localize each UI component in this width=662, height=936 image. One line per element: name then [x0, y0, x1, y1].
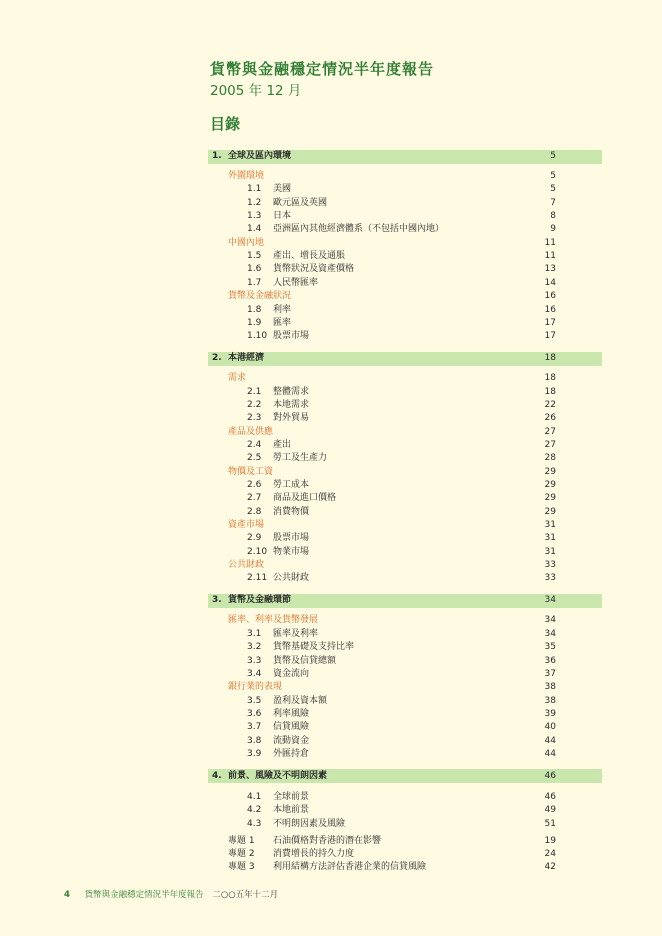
toc-page-number: 26	[544, 413, 556, 424]
toc-number: 2.9	[247, 533, 262, 544]
toc-number: 3.5	[247, 695, 262, 706]
toc-page-number: 29	[544, 480, 556, 490]
toc-heading: 目錄	[210, 115, 241, 133]
toc-number: 1.3	[247, 211, 262, 222]
toc-entry-title: 貨幣及金融狀況	[228, 291, 292, 302]
toc-page-number: 24	[544, 849, 556, 859]
toc-entry-title: 匯率及利率	[273, 628, 319, 639]
toc-page-number: 34	[544, 628, 556, 639]
toc-entry-title: 整體需求	[273, 386, 310, 397]
toc-entry-title: 流動資金	[273, 735, 310, 746]
toc-subsection-row[interactable]	[0, 572, 662, 585]
toc-page-number: 31	[544, 546, 556, 557]
toc-subsection-row[interactable]	[0, 721, 662, 734]
toc-subsection-row[interactable]	[0, 439, 662, 452]
toc-box-row[interactable]	[0, 848, 662, 861]
page-footer	[64, 888, 278, 900]
toc-entry-title: 利用結構方法評估香港企業的信貸風險	[273, 862, 427, 873]
toc-page-number: 5	[550, 151, 556, 161]
toc-page-number: 49	[544, 805, 556, 816]
toc-subsection-row[interactable]	[0, 532, 662, 545]
toc-number: 3.	[212, 595, 222, 606]
toc-page-number: 8	[550, 211, 556, 222]
toc-page-number: 39	[544, 708, 556, 719]
toc-page-number: 18	[544, 373, 556, 384]
toc-subsection-row[interactable]	[0, 263, 662, 276]
toc-page-number: 5	[550, 171, 556, 181]
toc-page-number: 13	[544, 264, 556, 275]
toc-chapter-row[interactable]	[0, 352, 662, 365]
toc-number: 1.6	[247, 264, 262, 275]
toc-subsection-row[interactable]	[0, 479, 662, 492]
toc-number: 1.9	[247, 317, 262, 328]
toc-entry-title: 全球前景	[273, 791, 310, 802]
toc-entry-title: 利率	[273, 304, 292, 315]
toc-entry-title: 產出	[273, 439, 292, 450]
toc-page-number: 33	[544, 573, 556, 584]
toc-box-label: 專題 2	[228, 849, 255, 859]
toc-section-row[interactable]	[0, 614, 662, 627]
toc-number: 2.3	[247, 413, 262, 424]
toc-entry-title: 公共財政	[273, 573, 310, 584]
toc-number: 4.3	[247, 818, 262, 829]
toc-page-number: 29	[544, 493, 556, 504]
toc-number: 2.7	[247, 493, 262, 504]
toc-entry-title: 勞工成本	[273, 480, 310, 490]
toc-entry-title: 對外貿易	[273, 413, 310, 424]
report-title: 貨幣與金融穩定情況半年度報告	[210, 60, 435, 78]
toc-subsection-row[interactable]	[0, 304, 662, 317]
toc-entry-title: 石油價格對香港的潛在影響	[273, 835, 382, 846]
toc-entry-title: 資產市場	[228, 520, 265, 531]
toc-page-number: 14	[544, 277, 556, 288]
toc-entry-title: 日本	[273, 211, 292, 222]
toc-number: 2.10	[247, 546, 268, 557]
toc-number: 3.6	[247, 708, 262, 719]
toc-chapter-row[interactable]	[0, 594, 662, 607]
toc-number: 1.4	[247, 224, 262, 235]
toc-entry-title: 需求	[228, 373, 247, 384]
toc-entry-title: 產出、增長及通脹	[273, 251, 346, 262]
toc-page-number: 31	[544, 533, 556, 544]
toc-entry-title: 人民幣匯率	[273, 277, 319, 288]
toc-number: 1.7	[247, 277, 262, 288]
toc-page-number: 9	[550, 224, 556, 235]
footer-date: 二○○五年十二月	[212, 890, 279, 900]
toc-page-number: 31	[544, 520, 556, 531]
toc-entry-title: 貨幣基礎及支持比率	[273, 642, 355, 653]
toc-page-number: 42	[544, 862, 556, 873]
toc-page-number: 11	[544, 237, 556, 248]
toc-subsection-row[interactable]	[0, 506, 662, 519]
toc-box-row[interactable]	[0, 861, 662, 874]
toc-number: 2.4	[247, 439, 262, 450]
toc-number: 3.7	[247, 722, 262, 733]
footer-page-number: 4	[64, 890, 70, 900]
toc-page-number: 5	[550, 184, 556, 195]
toc-entry-title: 本港經濟	[228, 353, 265, 364]
toc-section-row[interactable]	[0, 237, 662, 250]
toc-number: 2.11	[247, 573, 268, 584]
toc-number: 2.	[212, 353, 222, 364]
toc-number: 1.2	[247, 197, 262, 208]
toc-page-number: 27	[544, 426, 556, 437]
toc-subsection-row[interactable]	[0, 210, 662, 223]
toc-subsection-row[interactable]	[0, 317, 662, 330]
toc-page-number: 37	[544, 668, 556, 679]
toc-section-row[interactable]	[0, 290, 662, 303]
toc-entry-title: 亞洲區內其他經濟體系（不包括中國內地）	[273, 224, 445, 235]
toc-page-number: 34	[544, 595, 556, 606]
toc-subsection-row[interactable]	[0, 197, 662, 210]
toc-entry-title: 股票市場	[273, 331, 310, 342]
toc-entry-title: 外圍環境	[228, 171, 265, 181]
toc-number: 3.2	[247, 642, 262, 653]
toc-number: 3.1	[247, 628, 262, 639]
toc-entry-title: 本地前景	[273, 805, 310, 816]
toc-entry-title: 信貸風險	[273, 722, 310, 733]
toc-entry-title: 公共財政	[228, 560, 265, 571]
toc-subsection-row[interactable]	[0, 708, 662, 721]
toc-entry-title: 外匯持倉	[273, 748, 310, 759]
toc-page-number: 51	[544, 818, 556, 829]
toc-entry-title: 產品及供應	[228, 426, 274, 437]
toc-section-row[interactable]	[0, 519, 662, 532]
toc-page-number: 28	[544, 453, 556, 464]
toc-entry-title: 勞工及生產力	[273, 453, 328, 464]
toc-number: 3.4	[247, 668, 262, 679]
toc-subsection-row[interactable]	[0, 804, 662, 817]
toc-number: 2.1	[247, 386, 262, 397]
toc-page-number: 29	[544, 506, 556, 517]
toc-entry-title: 前景、風險及不明朗因素	[228, 770, 328, 781]
toc-number: 4.2	[247, 805, 262, 816]
toc-box-row[interactable]	[0, 835, 662, 848]
toc-subsection-row[interactable]	[0, 250, 662, 263]
toc-box-label: 專題 1	[228, 835, 255, 846]
toc-subsection-row[interactable]	[0, 655, 662, 668]
toc-page-number: 11	[544, 251, 556, 262]
toc-page-number: 40	[544, 722, 556, 733]
toc-entry-title: 中國內地	[228, 237, 265, 248]
toc-entry-title: 全球及區內環境	[228, 151, 292, 161]
toc-page-number: 38	[544, 682, 556, 693]
toc-page-number: 18	[544, 353, 556, 364]
toc-subsection-row[interactable]	[0, 412, 662, 425]
footer-title: 貨幣與金融穩定情況半年度報告	[84, 890, 204, 900]
toc-page-number: 7	[550, 197, 556, 208]
toc-page-number: 46	[544, 791, 556, 802]
toc-page-number: 34	[544, 615, 556, 626]
toc-entry-title: 資金流向	[273, 668, 310, 679]
toc-entry-title: 物業市場	[273, 546, 310, 557]
toc-section-row[interactable]	[0, 426, 662, 439]
toc-entry-title: 貨幣及金融環節	[228, 595, 292, 606]
toc-subsection-row[interactable]	[0, 452, 662, 465]
toc-page-number: 33	[544, 560, 556, 571]
toc-page-number: 29	[544, 466, 556, 477]
toc-number: 2.2	[247, 399, 262, 410]
toc-number: 2.6	[247, 480, 262, 490]
toc-entry-title: 匯率、利率及貨幣發展	[228, 615, 319, 626]
toc-number: 3.8	[247, 735, 262, 746]
toc-section-row[interactable]	[0, 170, 662, 183]
toc-page-number: 27	[544, 439, 556, 450]
toc-page-number: 36	[544, 655, 556, 666]
toc-subsection-row[interactable]	[0, 330, 662, 343]
toc-section-row[interactable]	[0, 681, 662, 694]
toc-entry-title: 物價及工資	[228, 466, 274, 477]
toc-chapter-row[interactable]	[0, 150, 662, 163]
toc-entry-title: 股票市場	[273, 533, 310, 544]
toc-box-label: 專題 3	[228, 862, 255, 873]
toc-entry-title: 匯率	[273, 317, 292, 328]
toc-subsection-row[interactable]	[0, 748, 662, 761]
toc-section-row[interactable]	[0, 559, 662, 572]
toc-entry-title: 銀行業的表現	[228, 682, 283, 693]
toc-subsection-row[interactable]	[0, 791, 662, 804]
toc-subsection-row[interactable]	[0, 668, 662, 681]
toc-number: 4.1	[247, 791, 262, 802]
toc-subsection-row[interactable]	[0, 695, 662, 708]
toc-number: 1.5	[247, 251, 262, 262]
toc-entry-title: 消費增長的持久力度	[273, 849, 355, 859]
toc-page-number: 38	[544, 695, 556, 706]
toc-page-number: 22	[544, 399, 556, 410]
toc-page-number: 18	[544, 386, 556, 397]
toc-subsection-row[interactable]	[0, 735, 662, 748]
toc-chapter-row[interactable]	[0, 770, 662, 783]
toc-subsection-row[interactable]	[0, 628, 662, 641]
toc-page-number: 17	[544, 331, 556, 342]
toc-entry-title: 盈利及資本額	[273, 695, 328, 706]
toc-section-row[interactable]	[0, 372, 662, 385]
toc-entry-title: 貨幣及信貸總額	[273, 655, 337, 666]
toc-number: 3.3	[247, 655, 262, 666]
toc-subsection-row[interactable]	[0, 546, 662, 559]
toc-entry-title: 商品及進口價格	[273, 493, 337, 504]
toc-page-number: 16	[544, 304, 556, 315]
toc-number: 2.5	[247, 453, 262, 464]
toc-entry-title: 美國	[273, 184, 292, 195]
toc-number: 1.10	[247, 331, 268, 342]
toc-entry-title: 不明朗因素及風險	[273, 818, 346, 829]
toc-page-number: 44	[544, 735, 556, 746]
toc-subsection-row[interactable]	[0, 183, 662, 196]
toc-subsection-row[interactable]	[0, 223, 662, 236]
toc-entry-title: 歐元區及英國	[273, 197, 328, 208]
toc-subsection-row[interactable]	[0, 818, 662, 831]
toc-page-number: 16	[544, 291, 556, 302]
toc-page-number: 35	[544, 642, 556, 653]
toc-subsection-row[interactable]	[0, 386, 662, 399]
toc-number: 4.	[212, 770, 222, 781]
toc-number: 1.1	[247, 184, 262, 195]
toc-number: 2.8	[247, 506, 262, 517]
toc-entry-title: 利率風險	[273, 708, 310, 719]
toc-subsection-row[interactable]	[0, 277, 662, 290]
toc-number: 3.9	[247, 748, 262, 759]
toc-number: 1.	[212, 151, 222, 161]
toc-section-row[interactable]	[0, 466, 662, 479]
toc-page-number: 46	[544, 770, 556, 781]
toc-entry-title: 本地需求	[273, 399, 310, 410]
report-date: 2005 年 12 月	[210, 83, 302, 99]
toc-page-number: 44	[544, 748, 556, 759]
toc-subsection-row[interactable]	[0, 641, 662, 654]
toc-page-number: 19	[544, 835, 556, 846]
toc-number: 1.8	[247, 304, 262, 315]
toc-subsection-row[interactable]	[0, 492, 662, 505]
toc-entry-title: 貨幣狀況及資產價格	[273, 264, 355, 275]
toc-entry-title: 消費物價	[273, 506, 310, 517]
toc-subsection-row[interactable]	[0, 399, 662, 412]
toc-page-number: 17	[544, 317, 556, 328]
